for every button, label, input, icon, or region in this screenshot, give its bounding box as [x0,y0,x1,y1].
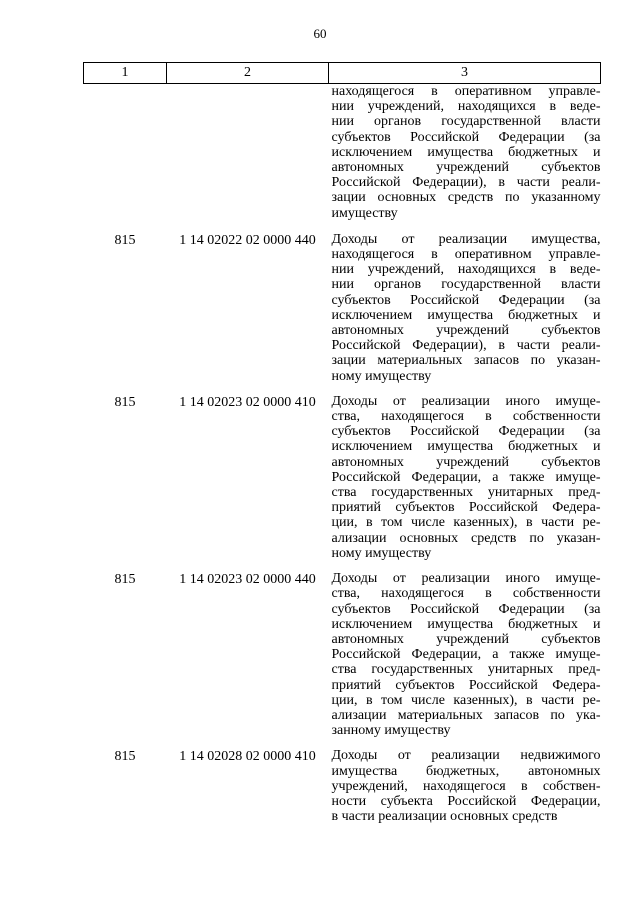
description-line: находящегося в оперативном управле- [331,247,601,263]
table-header [84,63,601,84]
revenue-description-cell [329,394,601,571]
revenue-description-cell [329,84,601,232]
table-row [84,571,601,748]
description-line: имущества бюджетных, автономных [331,763,601,779]
description-line: нии учреждений, находящихся в веде- [331,262,601,278]
revenue-code-cell: 1 14 02023 02 0000 440 [179,572,316,588]
description-line: ства государственных унитарных пред- [331,485,601,501]
description-line: Российской Федерации), в части реали- [331,338,601,354]
description-line: нии учреждений, находящихся в веде- [331,99,601,115]
administrator-code-cell: 815 [114,394,136,410]
administrator-code-cell [84,84,167,232]
revenue-description-cell [329,232,601,394]
description-line: в части реализации основных средств [331,809,558,825]
description-line: субъектов Российской Федерации (за [331,424,601,440]
description-line: находящегося в оперативном управле- [331,84,601,99]
description-line: ства государственных унитарных пред- [331,662,601,678]
revenue-code-cell: 1 14 02028 02 0000 410 [179,749,316,765]
description-line: автономных учреждений субъектов [331,160,601,176]
description-line: исключением имущества бюджетных и [331,307,601,323]
description-line: Доходы от реализации недвижимого [331,748,601,764]
table-row [84,232,601,394]
description-line: приятий субъектов Российской Федера- [331,500,601,516]
administrator-code-cell: 815 [114,572,136,588]
description-line: исключением имущества бюджетных и [331,144,601,160]
description-line: исключением имущества бюджетных и [331,439,601,455]
description-line: ализации основных средств по указан- [331,530,601,546]
description-line: Доходы от реализации имущества, [331,231,601,247]
description-line: ции, в том числе казенных), в части ре- [331,692,601,708]
page-number: 60 [313,26,327,41]
description-line: исключением имущества бюджетных и [331,616,601,632]
description-line: Российской Федерации), в части реали- [331,175,601,191]
revenue-code-cell [167,84,329,232]
description-line: субъектов Российской Федерации (за [331,292,601,308]
description-line: учреждений, находящегося в собствен- [331,778,601,794]
description-line: нии органов государственной власти [331,114,601,130]
description-line: ному имуществу [331,368,432,384]
description-line: Доходы от реализации иного имуще- [331,571,601,587]
description-line: автономных учреждений субъектов [331,323,601,339]
description-line: субъектов Российской Федерации (за [331,129,601,145]
column-header-1: 1 [84,63,167,84]
table-row [84,84,601,232]
description-line: Доходы от реализации иного имуще- [331,393,601,409]
description-line: ции, в том числе казенных), в части ре- [331,515,601,531]
description-line: имуществу [331,205,398,221]
description-line: автономных учреждений субъектов [331,454,601,470]
column-header-3: 3 [329,63,601,84]
description-line: ному имуществу [331,545,432,561]
revenue-code-cell: 1 14 02023 02 0000 410 [179,394,316,410]
table-body [84,84,601,835]
table-row [84,394,601,571]
description-line: занному имуществу [331,723,451,739]
description-line: автономных учреждений субъектов [331,631,601,647]
description-line: ства, находящегося в собственности [331,409,601,425]
revenue-description-cell [329,748,601,834]
description-line: зации материальных запасов по указан- [331,353,601,369]
revenue-description-cell [329,571,601,748]
administrator-code-cell: 815 [114,232,136,248]
description-line: нии органов государственной власти [331,277,601,293]
description-line: субъектов Российской Федерации (за [331,601,601,617]
revenue-classification-table [83,62,601,834]
description-line: ности субъекта Российской Федерации, [331,793,601,809]
description-line: Российской Федерации, а также имуще- [331,647,601,663]
revenue-code-cell: 1 14 02022 02 0000 440 [179,232,316,248]
column-header-2: 2 [167,63,329,84]
table-row [84,748,601,834]
description-line: Российской Федерации, а также имуще- [331,469,601,485]
administrator-code-cell: 815 [114,749,136,765]
description-line: зации основных средств по указанному [331,190,601,206]
description-line: ализации материальных запасов по ука- [331,707,601,723]
description-line: приятий субъектов Российской Федера- [331,677,601,693]
description-line: ства, находящегося в собственности [331,586,601,602]
